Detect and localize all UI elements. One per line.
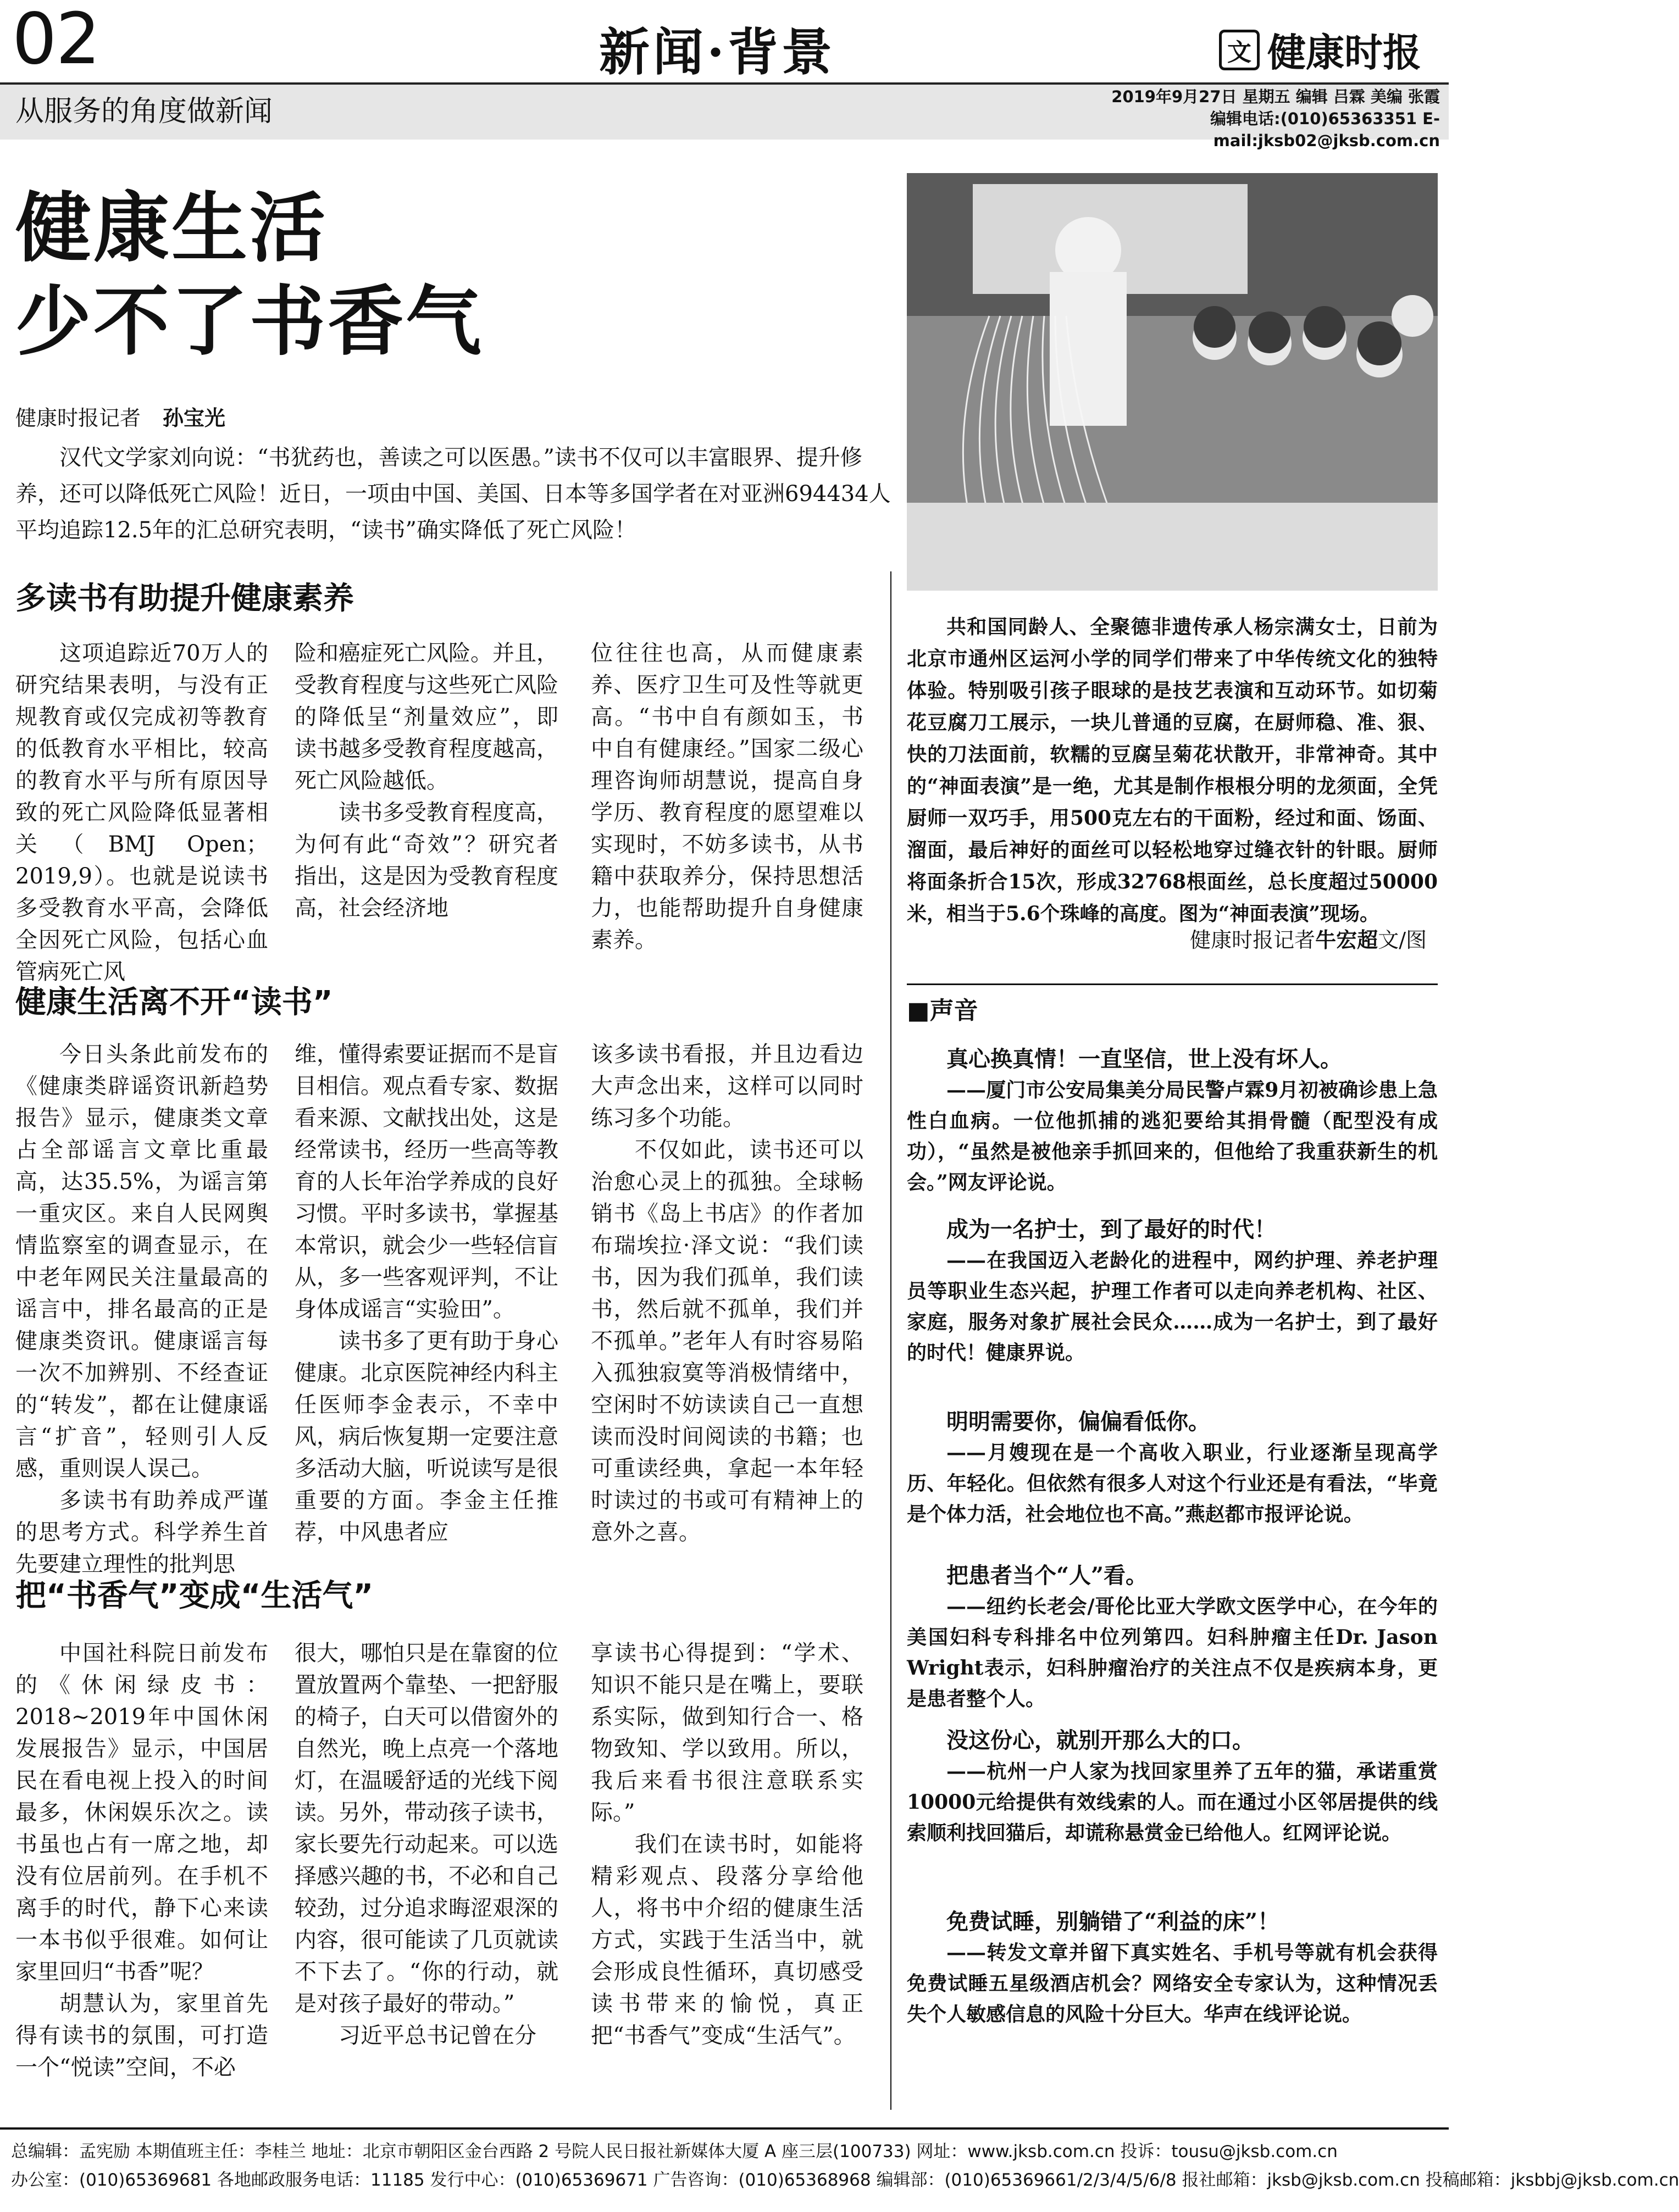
voice-body: ——杭州一户人家为找回家里养了五年的猫，承诺重赏10000元给提供有效线索的人。而在通过小区邻居提供的线索顺利找回猫后，却谎称悬赏金已给他人。红网评论说。 [907, 1760, 1438, 1844]
voice-item [907, 1214, 1438, 1368]
section-3-col-2: 很大，哪怕只是在靠窗的位置放置两个靠垫、一把舒服的椅子，白天可以借窗外的自然光，晚上点亮一个落地灯，在温暖舒适的光线下阅读。另外，带动孩子读书，家长要先行动起来。可以选择感兴趣的书，不必和自己较劲，过分追求晦涩艰深的内容，很可能读了几页就读不下去了。“你的行动，就是对孩子最好的带动。” 习近平总书记曾在分 [295, 1641, 558, 2048]
voice-body: ——厦门市公安局集美分局民警卢霖9月初被确诊患上急性白血病。一位他抓捕的逃犯要给其捐骨髓（配型没有成功），“虽然是被他亲手抓回来的，但他给了我重获新生的机会。”网友评论说。 [907, 1079, 1438, 1194]
noodle-performance-photo [907, 173, 1438, 591]
byline-label: 健康时报记者 [15, 406, 141, 430]
section-1-col-2: 险和癌症死亡风险。并且，受教育程度与这些死亡风险的降低呈“剂量效应”，即读书越多受教育程度越高，死亡风险越低。 读书多受教育程度高，为何有此“奇效”？研究者指出，这是因为受教育程度高，社会经济地 [295, 641, 558, 921]
newspaper-logo [1219, 22, 1421, 77]
footer-line-2: 办公室：(010)65369681 各地邮政服务电话：11185 发行中心：(010)65369671 广告咨询：(010)65368968 编辑部：(010)65369661/2/3/4/5/6/8 报社邮箱：jksb@jksb.com.cn 投稿邮箱：jksbbj@jksb.com.cn [11, 2170, 1679, 2190]
section-2-col-1: 今日头条此前发布的《健康类辟谣资讯新趋势报告》显示，健康类文章占全部谣言文章比重最高，达35.5%，为谣言第一重灾区。来自人民网舆情监察室的调查显示，在中老年网民关注量最高的谣言中，排名最高的正是健康类资讯。健康谣言每一次不加辨别、不经查证的“转发”，都在让健康谣言“扩音”，轻则引人反感，重则误人误己。 多读书有助养成严谨的思考方式。科学养生首先要建立理性的批判思 [15, 1042, 268, 1577]
section-3-col-3: 享读书心得提到：“学术、知识不能只是在嘴上，要联系实际，做到知行合一、格物致知、学以致用。所以，我后来看书很注意联系实际。” 我们在读书时，如能将精彩观点、段落分享给他人，将书中介绍的健康生活方式，实践于生活当中，就会形成良性循环，真切感受读书带来的愉悦，真正把“书香气”变成“生活气”。 [591, 1641, 863, 2048]
contact-info: 编辑电话:(010)65363351 E-mail:jksb02@jksb.com.cn [1210, 109, 1440, 150]
page-meta [989, 86, 1440, 152]
voice-title: 免费试睡，别躺错了“利益的床”！ [946, 1909, 1280, 1935]
section-2-title: 健康生活离不开“读书” [15, 985, 333, 1020]
byline-name: 孙宝光 [163, 406, 226, 430]
voices-header: ■声音 [907, 983, 1438, 1026]
section-1-col-3: 位往往也高，从而健康素养、医疗卫生可及性等就更高。“书中自有颜如玉，书中自有健康经。”国家二级心理咨询师胡慧说，提高自身学历、教育程度的愿望难以实现时，不妨多读书，从书籍中获取养分，保持思想活力，也能帮助提升自身健康素养。 [591, 641, 863, 953]
voice-title: 真心换真情！一直坚信，世上没有坏人。 [946, 1046, 1342, 1072]
photo-credit: 健康时报记者牛宏超文/图 [1190, 927, 1427, 952]
photo-illustration [907, 173, 1438, 591]
voice-item [907, 1044, 1438, 1198]
article-headline [15, 181, 484, 368]
voice-body: ——月嫂现在是一个高收入职业，行业逐渐呈现高学历、年轻化。但依然有很多人对这个行业还是有看法，“毕竟是个体力活，社会地位也不高。”燕赵都市报评论说。 [907, 1441, 1438, 1526]
footer [11, 2137, 1679, 2194]
headline-line-2: 少不了书香气 [15, 276, 484, 366]
voice-title: 没这份心，就别开那么大的口。 [946, 1727, 1254, 1753]
logo-mark-icon: 文 [1219, 30, 1260, 70]
logo-text: 健康时报 [1267, 30, 1421, 75]
voice-item [907, 1407, 1438, 1530]
section-title: 新闻·背景 [599, 23, 836, 82]
section-3-col-1: 中国社科院日前发布的《休闲绿皮书：2018~2019年中国休闲发展报告》显示，中国居民在看电视上投入的时间最多，休闲娱乐次之。读书虽也占有一席之地，却没有位居前列。在手机不离手的时代，静下心来读一本书似乎很难。如何让家里回归“书香”呢？ 胡慧认为，家里首先得有读书的氛围，可打造一个“悦读”空间，不必 [15, 1641, 268, 2080]
voice-title: 成为一名护士，到了最好的时代！ [946, 1216, 1276, 1242]
voice-body: ——在我国迈入老龄化的进程中，网约护理、养老护理员等职业生态兴起，护理工作者可以走向养老机构、社区、家庭，服务对象扩展社会民众……成为一名护士，到了最好的时代！健康界说。 [907, 1249, 1438, 1364]
date-editors: 2019年9月27日 星期五 编辑 吕霖 美编 张霞 [1111, 87, 1440, 106]
section-3-title: 把“书香气”变成“生活气” [15, 1578, 374, 1614]
voice-title: 把患者当个“人”看。 [946, 1563, 1148, 1588]
headline-line-1: 健康生活 [15, 183, 328, 273]
column-divider [890, 571, 891, 2110]
footer-line-1: 总编辑：孟宪励 本期值班主任：李桂兰 地址：北京市朝阳区金台西路 2 号院人民日报社新媒体大厦 A 座三层(100733) 网址：www.jksb.com.cn 投诉：tousu@jksb.com.cn [11, 2142, 1338, 2161]
footer-rule [0, 2127, 1449, 2130]
page-number: 02 [12, 0, 99, 80]
byline [15, 401, 225, 431]
voice-item [907, 1907, 1438, 2030]
voice-body: ——转发文章并留下真实姓名、手机号等就有机会获得免费试睡五星级酒店机会？网络安全专家认为，这种情况丢失个人敏感信息的风险十分巨大。华声在线评论说。 [907, 1941, 1438, 2026]
section-2-col-3: 该多读书看报，并且边看边大声念出来，这样可以同时练习多个功能。 不仅如此，读书还可以治愈心灵上的孤独。全球畅销书《岛上书店》的作者加布瑞埃拉·泽文说：“我们读书，因为我们孤单，我们读书，然后就不孤单，我们并不孤单。”老年人有时容易陷入孤独寂寞等消极情绪中，空闲时不妨读读自己一直想读而没时间阅读的书籍；也可重读经典，拿起一本年轻时读过的书或可有精神上的意外之喜。 [591, 1042, 863, 1545]
voice-item [907, 1725, 1438, 1848]
voice-item [907, 1560, 1438, 1714]
slogan: 从服务的角度做新闻 [15, 95, 273, 128]
section-1-col-1: 这项追踪近70万人的研究结果表明，与没有正规教育或仅完成初等教育的低教育水平相比，较高的教育水平与所有原因导致的死亡风险降低显著相关（BMJ Open；2019,9）。也就是说读书多受教育水平高，会降低全因死亡风险，包括心血管病死亡风 [15, 641, 268, 985]
voice-body: ——纽约长老会/哥伦比亚大学欧文医学中心，在今年的美国妇科专科排名中位列第四。妇科肿瘤主任Dr. Jason Wright表示，妇科肿瘤治疗的关注点不仅是疾病本身，更是患者整个人。 [907, 1595, 1438, 1710]
voice-title: 明明需要你，偏偏看低你。 [946, 1409, 1210, 1435]
photo-caption: 共和国同龄人、全聚德非遗传承人杨宗满女士，日前为北京市通州区运河小学的同学们带来了中华传统文化的独特体验。特别吸引孩子眼球的是技艺表演和互动环节。如切菊花豆腐刀工展示，一块儿普通的豆腐，在厨师稳、准、狠、快的刀法面前，软糯的豆腐呈菊花状散开，非常神奇。其中的“神面表演”是一绝，尤其是制作根根分明的龙须面，全凭厨师一双巧手，用500克左右的干面粉，经过和面、饧面、溜面，最后神好的面丝可以轻松地穿过缝衣针的针眼。厨师将面条折合15次，形成32768根面丝，总长度超过50000米，相当于5.6个珠峰的高度。图为“神面表演”现场。 [907, 615, 1438, 925]
section-2-col-2: 维，懂得索要证据而不是盲目相信。观点看专家、数据看来源、文献找出处，这是经常读书，经历一些高等教育的人长年治学养成的良好习惯。平时多读书，掌握基本常识，就会少一些轻信盲从，多一些客观评判，不让身体成谣言“实验田”。 读书多了更有助于身心健康。北京医院神经内科主任医师李金表示，不幸中风，病后恢复期一定要注意多活动大脑，听说读写是很重要的方面。李金主任推荐，中风患者应 [295, 1042, 558, 1545]
article-lead: 汉代文学家刘向说：“书犹药也，善读之可以医愚。”读书不仅可以丰富眼界、提升修养，还可以降低死亡风险！近日，一项由中国、美国、日本等多国学者在对亚洲694434人平均追踪12.5年的汇总研究表明，“读书”确实降低了死亡风险！ [15, 445, 891, 543]
section-1-title: 多读书有助提升健康素养 [15, 581, 354, 616]
